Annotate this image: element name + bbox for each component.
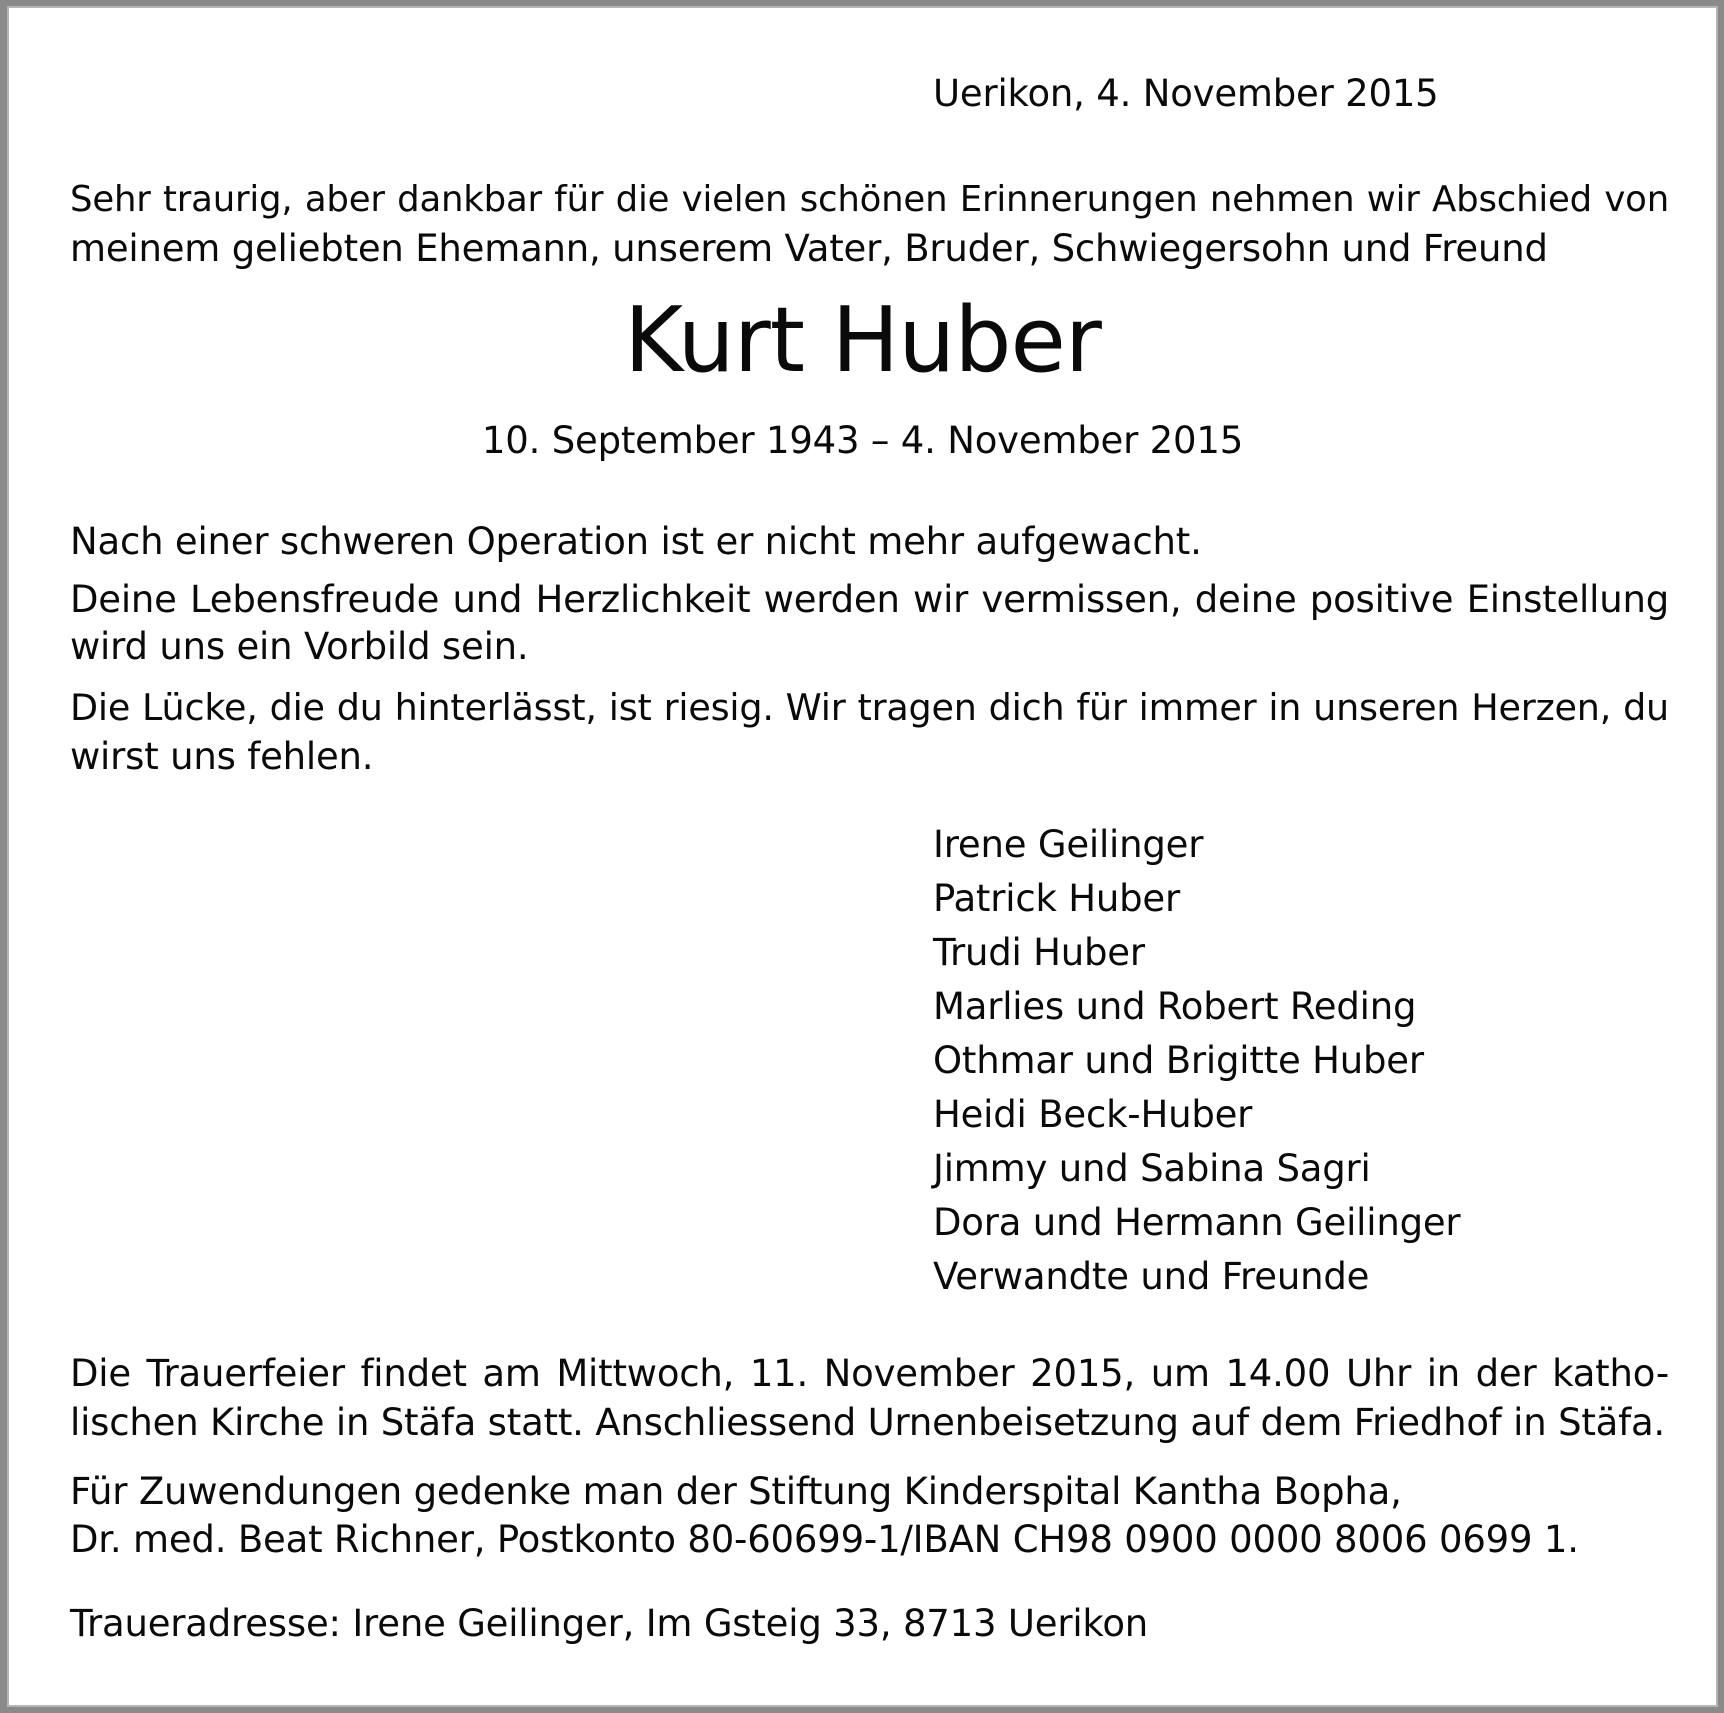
deceased-name: Kurt Huber <box>624 288 1101 393</box>
service-line-2: lischen Kirche in Stäfa statt. Anschliessend Urnenbeisetzung auf dem Friedhof in Stäfa. <box>70 1401 1665 1444</box>
mourner-name: Dora und Hermann Geilinger <box>933 1201 1461 1244</box>
body-paragraph-2-line-2: wird uns ein Vorbild sein. <box>70 625 529 668</box>
donations-line-1: Für Zuwendungen gedenke man der Stiftung Kinderspital Kantha Bopha, <box>70 1470 1402 1513</box>
mourner-name: Verwandte und Freunde <box>933 1255 1370 1298</box>
intro-line-1: Sehr traurig, aber dankbar für die vielen schönen Erinnerungen nehmen wir Abschied von <box>70 179 1669 220</box>
mourner-name: Trudi Huber <box>933 931 1145 974</box>
mourner-name: Irene Geilinger <box>933 823 1204 866</box>
body-paragraph-3-line-2: wirst uns fehlen. <box>70 735 374 778</box>
intro-line-2: meinem geliebten Ehemann, unserem Vater, Bruder, Schwiegersohn und Freund <box>70 227 1548 270</box>
obituary-notice <box>7 6 1718 1707</box>
mourning-address: Traueradresse: Irene Geilinger, Im Gsteig 33, 8713 Uerikon <box>70 1602 1149 1645</box>
mourner-name: Jimmy und Sabina Sagri <box>933 1147 1371 1190</box>
mourners-list <box>933 823 1461 1312</box>
mourner-name: Othmar und Brigitte Huber <box>933 1039 1424 1082</box>
body-paragraph-1: Nach einer schweren Operation ist er nicht mehr aufgewacht. <box>70 520 1202 563</box>
mourner-name: Marlies und Robert Reding <box>933 985 1417 1028</box>
mourner-name: Patrick Huber <box>933 877 1180 920</box>
service-line-1: Die Trauerfeier findet am Mittwoch, 11. November 2015, um 14.00 Uhr in der katho- <box>70 1352 1669 1395</box>
life-dates: 10. September 1943 – 4. November 2015 <box>481 419 1244 462</box>
body-paragraph-2-line-1: Deine Lebensfreude und Herzlichkeit werden wir vermissen, deine positive Einstellung <box>70 578 1669 621</box>
place-date: Uerikon, 4. November 2015 <box>933 72 1439 115</box>
mourner-name: Heidi Beck-Huber <box>933 1093 1253 1136</box>
body-paragraph-3-line-1: Die Lücke, die du hinterlässt, ist riesig. Wir tragen dich für immer in unseren Herzen, du <box>70 686 1669 729</box>
donations-line-2: Dr. med. Beat Richner, Postkonto 80-60699-1/IBAN CH98 0900 0000 8006 0699 1. <box>70 1518 1579 1561</box>
